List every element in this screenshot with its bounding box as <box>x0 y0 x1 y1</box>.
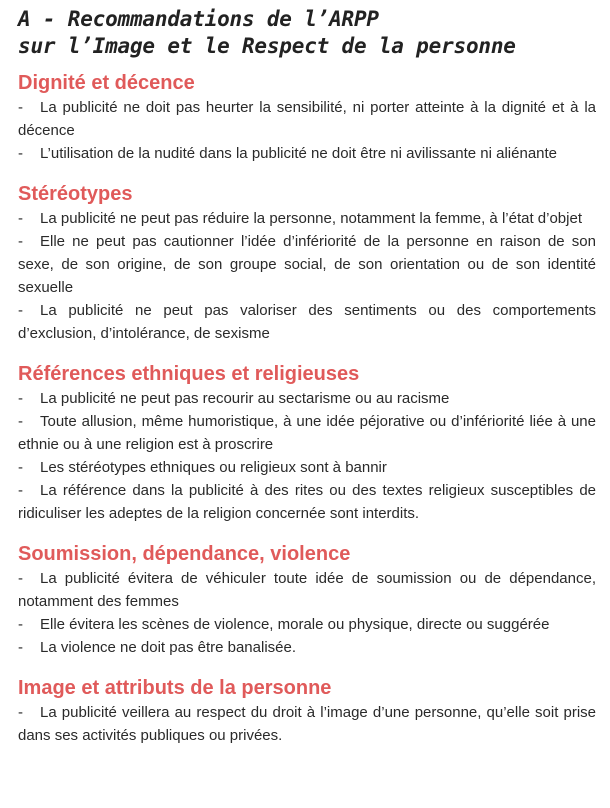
bullet-text: L’utilisation de la nudité dans la publicité ne doit être ni avilissante ni aliénante <box>40 145 558 162</box>
bullet-item <box>18 567 596 613</box>
bullet-item <box>18 701 596 747</box>
section-heading: Stéréotypes <box>18 183 133 205</box>
section-heading: Références ethniques et religieuses <box>18 363 360 385</box>
dash-bullet-icon: - <box>18 616 23 633</box>
bullet-item <box>18 613 596 636</box>
section <box>18 675 596 747</box>
sections-container <box>18 70 596 747</box>
dash-bullet-icon: - <box>18 210 23 227</box>
bullet-text: La publicité ne doit pas heurter la sensibilité, ni porter atteinte à la dignité et à la décence <box>18 99 596 139</box>
dash-bullet-icon: - <box>18 639 23 656</box>
dash-bullet-icon: - <box>18 233 23 250</box>
bullet-list <box>18 567 596 659</box>
bullet-text: Elle évitera les scènes de violence, morale ou physique, directe ou suggérée <box>40 616 550 633</box>
bullet-list <box>18 387 596 525</box>
section <box>18 361 596 525</box>
document-title-line-1: A - Recommandations de l’ARPP <box>18 7 379 31</box>
bullet-item <box>18 636 596 659</box>
bullet-item <box>18 230 596 299</box>
dash-bullet-icon: - <box>18 145 23 162</box>
document-title-line-2: sur l’Image et le Respect de la personne <box>18 34 516 58</box>
bullet-item <box>18 207 596 230</box>
section <box>18 70 596 165</box>
bullet-list <box>18 701 596 747</box>
bullet-list <box>18 96 596 165</box>
bullet-text: Elle ne peut pas cautionner l’idée d’infériorité de la personne en raison de son sexe, de son origine, de son groupe social, de son orientation ou de son identité sexuelle <box>18 233 596 296</box>
bullet-item <box>18 387 596 410</box>
dash-bullet-icon: - <box>18 570 23 587</box>
dash-bullet-icon: - <box>18 413 23 430</box>
dash-bullet-icon: - <box>18 99 23 116</box>
bullet-text: La référence dans la publicité à des rites ou des textes religieux susceptibles de ridiculiser les adeptes de la religion concernée sont interdits. <box>18 482 596 522</box>
section-heading: Dignité et décence <box>18 72 195 94</box>
section <box>18 541 596 659</box>
dash-bullet-icon: - <box>18 459 23 476</box>
dash-bullet-icon: - <box>18 390 23 407</box>
bullet-text: La publicité veillera au respect du droit à l’image d’une personne, qu’elle soit prise dans ses activités publiques ou privées. <box>18 704 596 744</box>
bullet-text: La publicité ne peut pas valoriser des sentiments ou des comportements d’exclusion, d’intolérance, de sexisme <box>18 302 596 342</box>
bullet-text: Toute allusion, même humoristique, à une idée péjorative ou d’infériorité liée à une ethnie ou à une religion est à proscrire <box>18 413 596 453</box>
bullet-item <box>18 410 596 456</box>
dash-bullet-icon: - <box>18 482 23 499</box>
bullet-item <box>18 96 596 142</box>
dash-bullet-icon: - <box>18 302 23 319</box>
bullet-item <box>18 299 596 345</box>
bullet-text: La publicité ne peut pas réduire la personne, notamment la femme, à l’état d’objet <box>40 210 582 227</box>
section <box>18 181 596 345</box>
bullet-text: La publicité ne peut pas recourir au sectarisme ou au racisme <box>40 390 450 407</box>
dash-bullet-icon: - <box>18 704 23 721</box>
bullet-list <box>18 207 596 345</box>
section-heading: Image et attributs de la personne <box>18 677 332 699</box>
bullet-text: La publicité évitera de véhiculer toute idée de soumission ou de dépendance, notamment des femmes <box>18 570 596 610</box>
bullet-text: La violence ne doit pas être banalisée. <box>40 639 297 656</box>
bullet-item <box>18 479 596 525</box>
bullet-text: Les stéréotypes ethniques ou religieux sont à bannir <box>40 459 387 476</box>
bullet-item <box>18 142 596 165</box>
section-heading: Soumission, dépendance, violence <box>18 543 351 565</box>
document-title <box>18 6 596 60</box>
bullet-item <box>18 456 596 479</box>
